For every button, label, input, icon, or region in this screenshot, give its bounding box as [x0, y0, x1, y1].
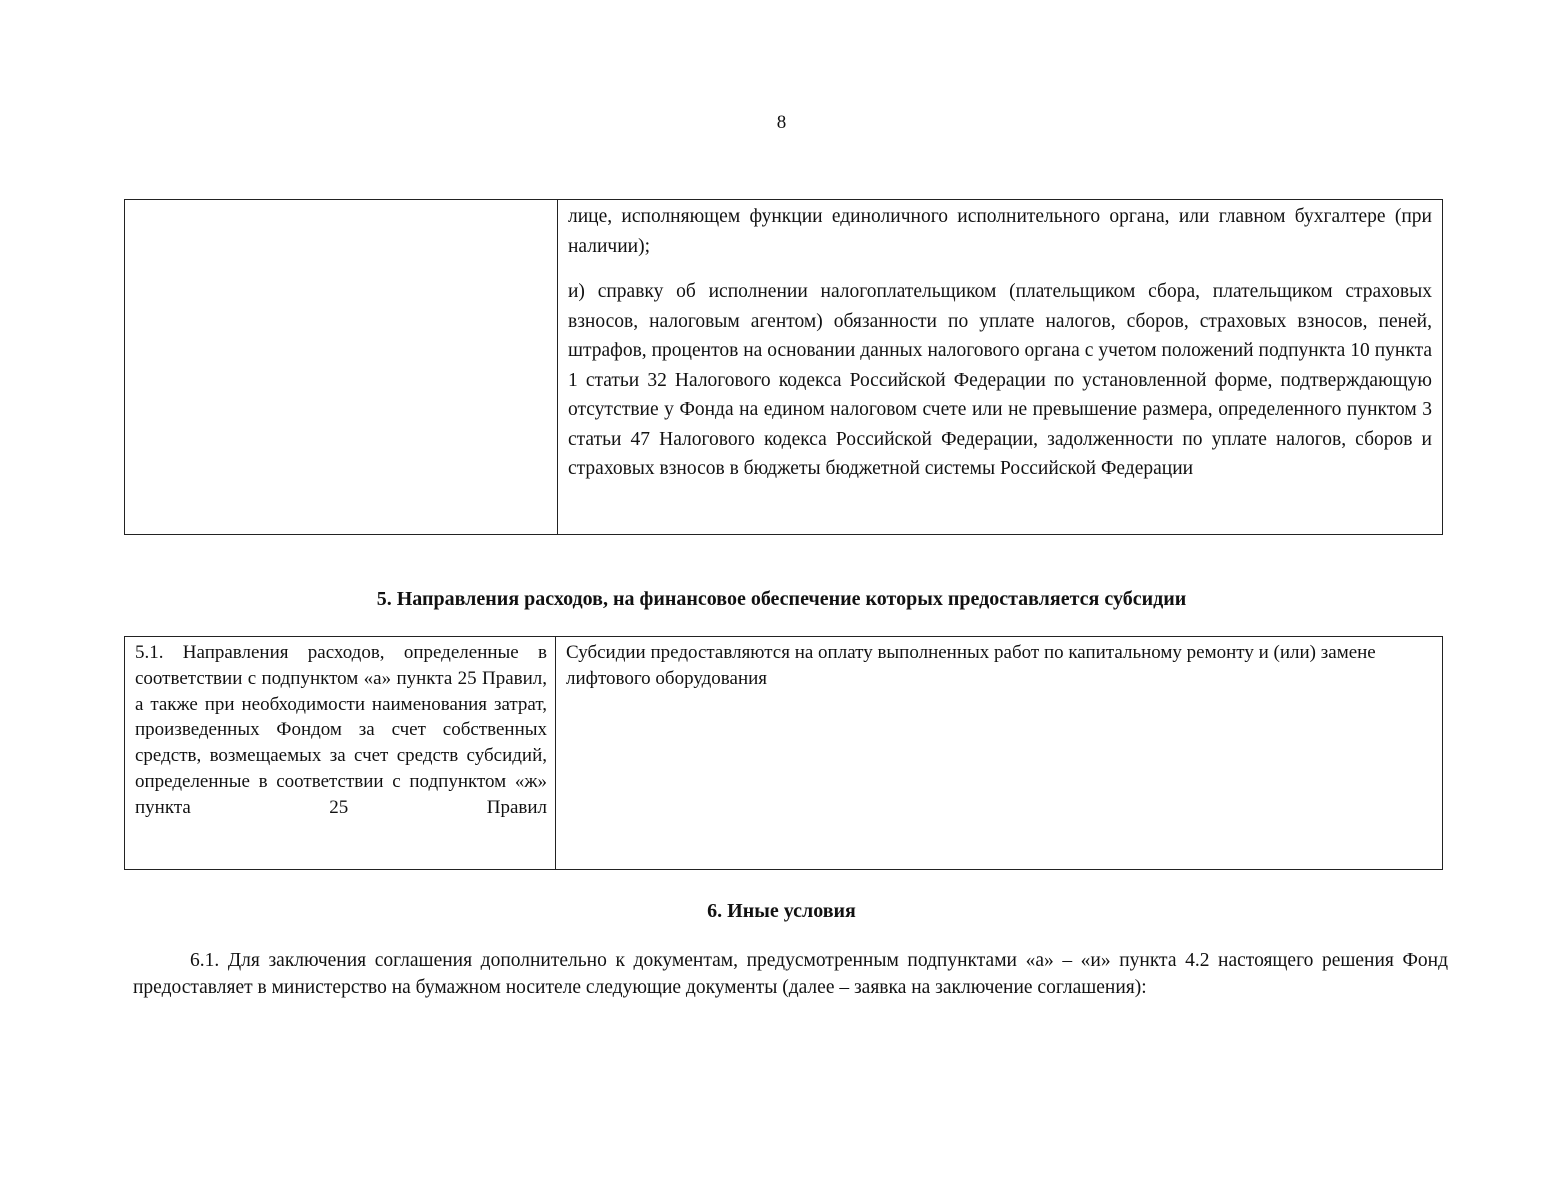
continuation-text: лице, исполняющем функции единоличного исполнительного органа, или главном бухгалтере (при наличии);	[568, 206, 1432, 257]
expense-directions-table	[124, 636, 1443, 870]
table-row	[125, 637, 1443, 870]
table-cell-empty	[125, 200, 558, 535]
section-5-heading: 5. Направления расходов, на финансовое обеспечение которых предоставляется субсидии	[376, 588, 1187, 610]
row-label-5-1: 5.1. Направления расходов, определенные в соответствии с подпунктом «а» пункта 25 Правил, а также при необходимости наименования затрат, произведенных Фондом за счет собственных средств, возмещаемых за счет средств субсидий, определенные в соответствии с подпунктом «ж» пункта 25 Правил	[125, 637, 556, 870]
table-cell-documents	[558, 200, 1443, 535]
paragraph-6-1: 6.1. Для заключения соглашения дополнительно к документам, предусмотренным подпунктами «а» – «и» пункта 4.2 настоящего решения Фонд предоставляет в министерство на бумажном носителе следующие документы (далее – заявка на заключение соглашения):	[133, 950, 1448, 998]
page-number: 8	[776, 112, 787, 133]
row-value-5-1: Субсидии предоставляются на оплату выполненных работ по капитальному ремонту и (или) замене лифтового оборудования	[556, 637, 1443, 870]
requirements-table-continuation	[124, 199, 1443, 535]
table-row	[125, 200, 1443, 535]
item-i-text: и) справку об исполнении налогоплательщиком (плательщиком сбора, плательщиком страховых взносов, налоговым агентом) обязанности по уплате налогов, сборов, страховых взносов, пеней, штрафов, процентов на основании данных налогового органа с учетом положений подпункта 10 пункта 1 статьи 32 Налогового кодекса Российской Федерации по установленной форме, подтверждающую отсутствие у Фонда на едином налоговом счете или не превышение размера, определенного пунктом 3 статьи 47 Налогового кодекса Российской Федерации, задолженности по уплате налогов, сборов и страховых взносов в бюджеты бюджетной системы Российской Федерации	[568, 281, 1432, 479]
section-6-heading: 6. Иные условия	[707, 900, 856, 922]
